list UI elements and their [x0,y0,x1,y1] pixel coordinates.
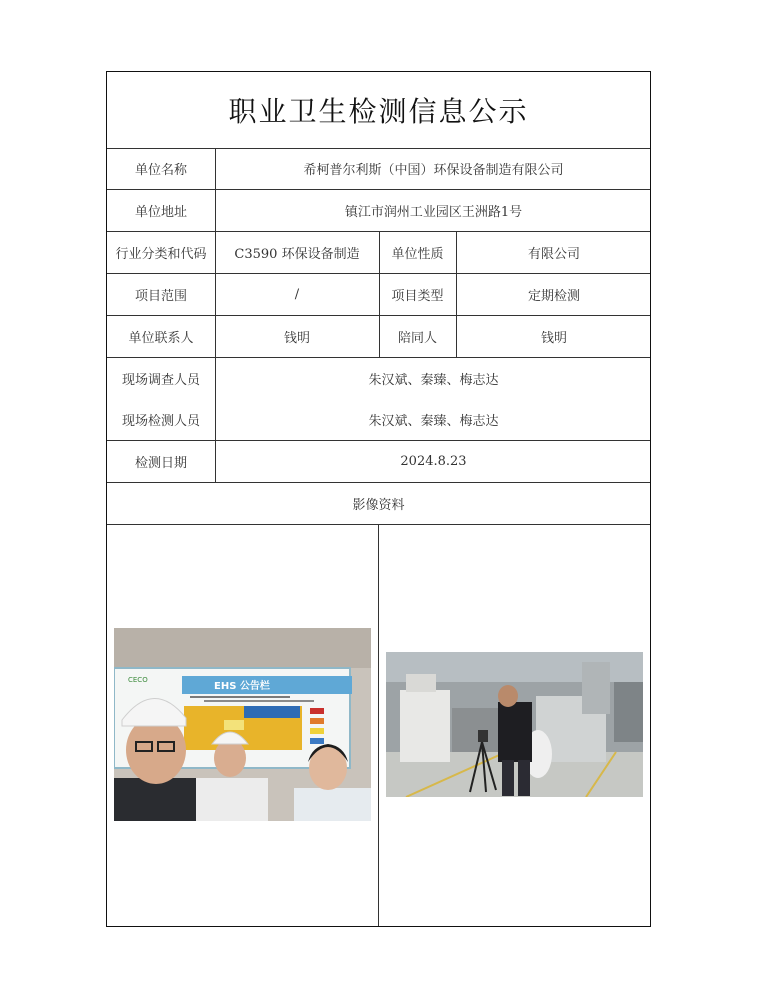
contact-value: 钱明 [283,330,310,346]
unit-nature-label: 单位性质 [391,246,444,262]
project-type-label: 项目类型 [391,288,444,304]
board-title: EHS 公告栏 [214,681,270,692]
survey-staff-label: 现场调查人员 [121,372,200,388]
test-date-label: 检测日期 [134,455,187,471]
unit-address-value: 镇江市润州工业园区王洲路1号 [344,204,523,220]
divider [378,524,379,926]
test-staff-value: 朱汉斌、秦臻、梅志达 [368,414,499,429]
industry-value: C3590 环保设备制造 [234,246,360,262]
notice-sheet [106,71,651,927]
survey-staff-value: 朱汉斌、秦臻、梅志达 [368,372,499,388]
companion-label: 陪同人 [397,330,437,346]
project-type-value: 定期检测 [527,288,580,304]
unit-name-label: 单位名称 [134,163,187,178]
team-photo [114,628,371,821]
unit-nature-value: 有限公司 [527,246,580,262]
test-staff-label: 现场检测人员 [121,414,200,429]
images-header: 影像资料 [352,497,405,513]
inspection-photo [386,652,643,797]
unit-address-label: 单位地址 [134,204,187,220]
page-title: 职业卫生检测信息公示 [228,95,529,128]
unit-name-value: 希柯普尔利斯（中国）环保设备制造有限公司 [303,163,564,178]
companion-value: 钱明 [540,330,567,346]
test-date-value: 2024.8.23 [400,453,467,469]
board-logo: CECO [128,676,148,684]
project-scope-value: / [294,286,300,302]
contact-label: 单位联系人 [128,330,194,346]
industry-label: 行业分类和代码 [115,246,207,262]
project-scope-label: 项目范围 [134,288,187,304]
